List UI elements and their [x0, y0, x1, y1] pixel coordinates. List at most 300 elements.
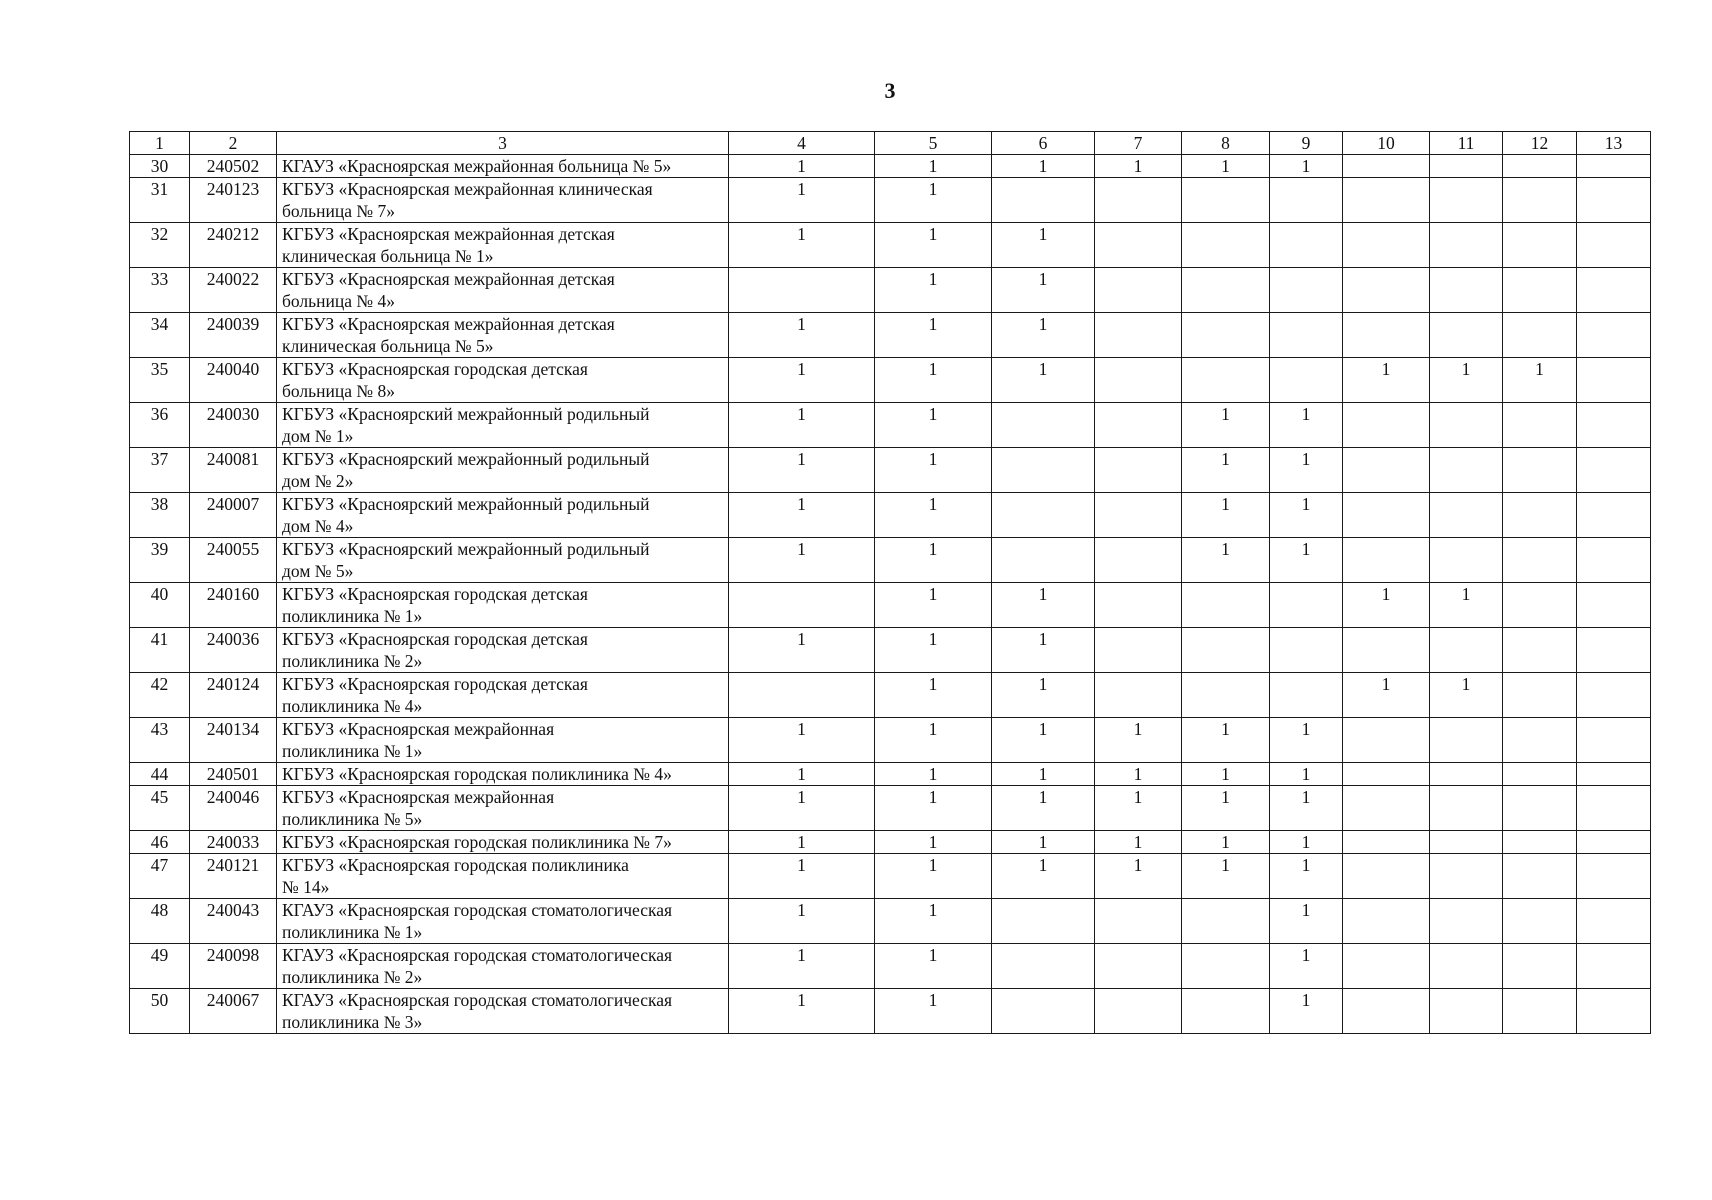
col9-cell	[1270, 178, 1343, 223]
col8-cell: 1	[1182, 448, 1270, 493]
col11-cell	[1430, 831, 1503, 854]
col9-cell: 1	[1270, 944, 1343, 989]
facility-name-line: больница № 8»	[282, 381, 395, 401]
facilities-table	[129, 131, 1651, 1034]
col12-cell	[1503, 583, 1577, 628]
row-number-cell: 41	[130, 628, 190, 673]
facility-name-line: КГБУЗ «Красноярская городская поликлиника	[282, 855, 629, 875]
facility-name-cell	[277, 358, 729, 403]
col5-cell: 1	[875, 831, 992, 854]
facility-name-line: № 14»	[282, 877, 330, 897]
facility-name-line: дом № 4»	[282, 516, 354, 536]
col11-cell: 1	[1430, 583, 1503, 628]
col10-cell	[1343, 223, 1430, 268]
facility-name-line: поликлиника № 1»	[282, 922, 423, 942]
col10-cell	[1343, 831, 1430, 854]
facility-name-line: поликлиника № 2»	[282, 651, 423, 671]
row-number-cell: 43	[130, 718, 190, 763]
col13-cell	[1577, 178, 1651, 223]
registry-code-cell: 240081	[190, 448, 277, 493]
facility-name-cell	[277, 718, 729, 763]
col12-cell	[1503, 763, 1577, 786]
col8-cell: 1	[1182, 763, 1270, 786]
col7-cell	[1095, 989, 1182, 1034]
col8-cell	[1182, 899, 1270, 944]
registry-code-cell: 240502	[190, 155, 277, 178]
facility-name-line: КГАУЗ «Красноярская городская стоматологическая	[282, 990, 673, 1010]
facility-name-line: КГБУЗ «Красноярская городская детская	[282, 584, 588, 604]
col9-cell: 1	[1270, 763, 1343, 786]
col10-cell: 1	[1343, 673, 1430, 718]
header-cell: 9	[1270, 132, 1343, 155]
facility-name-line: поликлиника № 1»	[282, 741, 423, 761]
col8-cell	[1182, 944, 1270, 989]
col10-cell	[1343, 718, 1430, 763]
facility-name-line: дом № 1»	[282, 426, 354, 446]
col6-cell	[992, 178, 1095, 223]
col9-cell	[1270, 583, 1343, 628]
header-cell: 6	[992, 132, 1095, 155]
col10-cell	[1343, 786, 1430, 831]
table-body	[130, 132, 1651, 1034]
registry-code-cell: 240123	[190, 178, 277, 223]
facility-name-line: КГАУЗ «Красноярская городская стоматологическая	[282, 945, 673, 965]
row-number-cell: 34	[130, 313, 190, 358]
col11-cell	[1430, 178, 1503, 223]
col8-cell	[1182, 223, 1270, 268]
table-row	[130, 155, 1651, 178]
row-number-cell: 44	[130, 763, 190, 786]
col8-cell	[1182, 628, 1270, 673]
table-row	[130, 944, 1651, 989]
col8-cell	[1182, 313, 1270, 358]
page-number: 3	[884, 78, 896, 103]
col6-cell: 1	[992, 718, 1095, 763]
col11-cell	[1430, 628, 1503, 673]
col12-cell	[1503, 854, 1577, 899]
col5-cell: 1	[875, 223, 992, 268]
row-number-cell: 37	[130, 448, 190, 493]
row-number-cell: 45	[130, 786, 190, 831]
registry-code-cell: 240134	[190, 718, 277, 763]
registry-code-cell: 240007	[190, 493, 277, 538]
facility-name-line: поликлиника № 1»	[282, 606, 423, 626]
col7-cell	[1095, 358, 1182, 403]
table-row	[130, 628, 1651, 673]
col13-cell	[1577, 673, 1651, 718]
col10-cell	[1343, 403, 1430, 448]
facility-name-line: поликлиника № 4»	[282, 696, 423, 716]
col9-cell	[1270, 628, 1343, 673]
col9-cell: 1	[1270, 448, 1343, 493]
facility-name-line: КГБУЗ «Красноярская межрайонная клиническая	[282, 179, 653, 199]
col8-cell	[1182, 358, 1270, 403]
col6-cell: 1	[992, 155, 1095, 178]
col6-cell	[992, 899, 1095, 944]
col12-cell	[1503, 313, 1577, 358]
column-number-row	[130, 132, 1651, 155]
col10-cell	[1343, 899, 1430, 944]
col7-cell: 1	[1095, 763, 1182, 786]
registry-code-cell: 240501	[190, 763, 277, 786]
facility-name-line: поликлиника № 5»	[282, 809, 423, 829]
col4-cell: 1	[729, 989, 875, 1034]
table-row	[130, 403, 1651, 448]
facility-name-cell	[277, 268, 729, 313]
col6-cell: 1	[992, 763, 1095, 786]
col9-cell: 1	[1270, 718, 1343, 763]
col9-cell: 1	[1270, 831, 1343, 854]
table-row	[130, 673, 1651, 718]
header-cell: 8	[1182, 132, 1270, 155]
col13-cell	[1577, 493, 1651, 538]
header-cell: 5	[875, 132, 992, 155]
col10-cell	[1343, 313, 1430, 358]
row-number-cell: 31	[130, 178, 190, 223]
col5-cell: 1	[875, 448, 992, 493]
facility-name-cell	[277, 178, 729, 223]
facility-name-line: КГАУЗ «Красноярская городская стоматологическая	[282, 900, 673, 920]
col12-cell	[1503, 989, 1577, 1034]
col4-cell: 1	[729, 899, 875, 944]
col11-cell	[1430, 899, 1503, 944]
col11-cell	[1430, 493, 1503, 538]
col8-cell	[1182, 989, 1270, 1034]
col9-cell: 1	[1270, 538, 1343, 583]
col5-cell: 1	[875, 854, 992, 899]
col12-cell	[1503, 223, 1577, 268]
registry-code-cell: 240022	[190, 268, 277, 313]
col6-cell	[992, 944, 1095, 989]
registry-code-cell: 240043	[190, 899, 277, 944]
col5-cell: 1	[875, 763, 992, 786]
col7-cell	[1095, 268, 1182, 313]
registry-code-cell: 240055	[190, 538, 277, 583]
col13-cell	[1577, 831, 1651, 854]
registry-code-cell: 240046	[190, 786, 277, 831]
col7-cell	[1095, 899, 1182, 944]
col8-cell: 1	[1182, 718, 1270, 763]
col8-cell	[1182, 268, 1270, 313]
col4-cell	[729, 583, 875, 628]
col6-cell: 1	[992, 628, 1095, 673]
col8-cell: 1	[1182, 493, 1270, 538]
col12-cell	[1503, 493, 1577, 538]
col8-cell	[1182, 178, 1270, 223]
col6-cell: 1	[992, 358, 1095, 403]
col4-cell: 1	[729, 223, 875, 268]
row-number-cell: 46	[130, 831, 190, 854]
col10-cell: 1	[1343, 583, 1430, 628]
facility-name-line: КГБУЗ «Красноярская межрайонная	[282, 787, 555, 807]
col6-cell: 1	[992, 854, 1095, 899]
col4-cell: 1	[729, 448, 875, 493]
col10-cell	[1343, 448, 1430, 493]
col9-cell: 1	[1270, 854, 1343, 899]
col9-cell: 1	[1270, 899, 1343, 944]
col5-cell: 1	[875, 178, 992, 223]
header-cell: 2	[190, 132, 277, 155]
col9-cell: 1	[1270, 493, 1343, 538]
col7-cell: 1	[1095, 854, 1182, 899]
table-row	[130, 763, 1651, 786]
col6-cell: 1	[992, 268, 1095, 313]
col9-cell	[1270, 358, 1343, 403]
col13-cell	[1577, 155, 1651, 178]
col7-cell: 1	[1095, 718, 1182, 763]
col6-cell: 1	[992, 223, 1095, 268]
col11-cell	[1430, 155, 1503, 178]
facility-name-cell	[277, 673, 729, 718]
col7-cell	[1095, 178, 1182, 223]
table-row	[130, 786, 1651, 831]
row-number-cell: 42	[130, 673, 190, 718]
col4-cell: 1	[729, 831, 875, 854]
col13-cell	[1577, 313, 1651, 358]
col6-cell: 1	[992, 831, 1095, 854]
row-number-cell: 39	[130, 538, 190, 583]
facility-name-cell	[277, 583, 729, 628]
col13-cell	[1577, 358, 1651, 403]
table-row	[130, 718, 1651, 763]
row-number-cell: 47	[130, 854, 190, 899]
facility-name-line: КГБУЗ «Красноярская городская детская	[282, 359, 588, 379]
table-row	[130, 313, 1651, 358]
col9-cell	[1270, 313, 1343, 358]
col11-cell: 1	[1430, 358, 1503, 403]
col13-cell	[1577, 403, 1651, 448]
col9-cell	[1270, 223, 1343, 268]
table-row	[130, 493, 1651, 538]
table-row	[130, 358, 1651, 403]
facility-name-line: поликлиника № 3»	[282, 1012, 423, 1032]
col4-cell: 1	[729, 493, 875, 538]
facility-name-cell	[277, 538, 729, 583]
col4-cell: 1	[729, 786, 875, 831]
col11-cell	[1430, 786, 1503, 831]
facility-name-cell	[277, 831, 729, 854]
col11-cell: 1	[1430, 673, 1503, 718]
col12-cell	[1503, 944, 1577, 989]
col10-cell	[1343, 538, 1430, 583]
col10-cell	[1343, 268, 1430, 313]
col6-cell	[992, 538, 1095, 583]
col12-cell: 1	[1503, 358, 1577, 403]
col7-cell	[1095, 223, 1182, 268]
registry-code-cell: 240040	[190, 358, 277, 403]
registry-code-cell: 240212	[190, 223, 277, 268]
facility-name-line: КГБУЗ «Красноярская городская поликлиника № 4»	[282, 764, 672, 784]
col9-cell	[1270, 673, 1343, 718]
col4-cell: 1	[729, 718, 875, 763]
col13-cell	[1577, 268, 1651, 313]
col7-cell: 1	[1095, 786, 1182, 831]
facility-name-line: КГБУЗ «Красноярская межрайонная детская	[282, 269, 615, 289]
registry-code-cell: 240030	[190, 403, 277, 448]
facility-name-line: поликлиника № 2»	[282, 967, 423, 987]
col8-cell: 1	[1182, 155, 1270, 178]
col4-cell: 1	[729, 763, 875, 786]
col5-cell: 1	[875, 628, 992, 673]
col5-cell: 1	[875, 313, 992, 358]
col11-cell	[1430, 989, 1503, 1034]
col5-cell: 1	[875, 673, 992, 718]
facility-name-cell	[277, 854, 729, 899]
col4-cell: 1	[729, 358, 875, 403]
col4-cell: 1	[729, 313, 875, 358]
col10-cell	[1343, 763, 1430, 786]
header-cell: 11	[1430, 132, 1503, 155]
col4-cell: 1	[729, 155, 875, 178]
facility-name-cell	[277, 628, 729, 673]
registry-code-cell: 240124	[190, 673, 277, 718]
registry-code-cell: 240160	[190, 583, 277, 628]
col11-cell	[1430, 448, 1503, 493]
col12-cell	[1503, 178, 1577, 223]
facility-name-cell	[277, 403, 729, 448]
facility-name-line: КГБУЗ «Красноярская межрайонная детская	[282, 224, 615, 244]
col8-cell	[1182, 673, 1270, 718]
col5-cell: 1	[875, 583, 992, 628]
col6-cell	[992, 403, 1095, 448]
col5-cell: 1	[875, 899, 992, 944]
header-cell: 4	[729, 132, 875, 155]
col10-cell	[1343, 944, 1430, 989]
facility-name-line: КГБУЗ «Красноярская межрайонная	[282, 719, 555, 739]
header-cell: 10	[1343, 132, 1430, 155]
col12-cell	[1503, 448, 1577, 493]
facility-name-line: КГБУЗ «Красноярская городская детская	[282, 629, 588, 649]
col5-cell: 1	[875, 403, 992, 448]
col13-cell	[1577, 854, 1651, 899]
row-number-cell: 36	[130, 403, 190, 448]
col13-cell	[1577, 763, 1651, 786]
facility-name-line: КГБУЗ «Красноярская городская детская	[282, 674, 588, 694]
col4-cell: 1	[729, 538, 875, 583]
col4-cell: 1	[729, 944, 875, 989]
header-cell: 12	[1503, 132, 1577, 155]
registry-code-cell: 240121	[190, 854, 277, 899]
table-row	[130, 178, 1651, 223]
col8-cell	[1182, 583, 1270, 628]
col12-cell	[1503, 831, 1577, 854]
facility-name-line: КГБУЗ «Красноярский межрайонный родильный	[282, 449, 650, 469]
col4-cell	[729, 673, 875, 718]
col10-cell: 1	[1343, 358, 1430, 403]
col6-cell: 1	[992, 786, 1095, 831]
table-row	[130, 223, 1651, 268]
col13-cell	[1577, 944, 1651, 989]
facility-name-cell	[277, 493, 729, 538]
row-number-cell: 48	[130, 899, 190, 944]
col11-cell	[1430, 763, 1503, 786]
registry-code-cell: 240036	[190, 628, 277, 673]
table-row	[130, 583, 1651, 628]
row-number-cell: 50	[130, 989, 190, 1034]
col8-cell: 1	[1182, 854, 1270, 899]
col4-cell: 1	[729, 628, 875, 673]
col8-cell: 1	[1182, 786, 1270, 831]
col11-cell	[1430, 854, 1503, 899]
table-row	[130, 989, 1651, 1034]
facility-name-line: клиническая больница № 1»	[282, 246, 494, 266]
facility-name-line: дом № 2»	[282, 471, 354, 491]
row-number-cell: 32	[130, 223, 190, 268]
col7-cell: 1	[1095, 155, 1182, 178]
col13-cell	[1577, 786, 1651, 831]
col10-cell	[1343, 178, 1430, 223]
col9-cell: 1	[1270, 989, 1343, 1034]
facility-name-line: КГБУЗ «Красноярский межрайонный родильный	[282, 494, 650, 514]
col8-cell: 1	[1182, 538, 1270, 583]
col13-cell	[1577, 583, 1651, 628]
registry-code-cell: 240067	[190, 989, 277, 1034]
table-row	[130, 448, 1651, 493]
row-number-cell: 30	[130, 155, 190, 178]
col4-cell: 1	[729, 178, 875, 223]
col13-cell	[1577, 718, 1651, 763]
col7-cell: 1	[1095, 831, 1182, 854]
col11-cell	[1430, 944, 1503, 989]
col7-cell	[1095, 313, 1182, 358]
col12-cell	[1503, 403, 1577, 448]
col7-cell	[1095, 673, 1182, 718]
col5-cell: 1	[875, 944, 992, 989]
facility-name-line: больница № 7»	[282, 201, 395, 221]
facility-name-cell	[277, 223, 729, 268]
col11-cell	[1430, 268, 1503, 313]
header-cell: 13	[1577, 132, 1651, 155]
facility-name-line: клиническая больница № 5»	[282, 336, 494, 356]
col6-cell: 1	[992, 583, 1095, 628]
facility-name-cell	[277, 989, 729, 1034]
col6-cell	[992, 493, 1095, 538]
table-row	[130, 899, 1651, 944]
col7-cell	[1095, 538, 1182, 583]
col12-cell	[1503, 268, 1577, 313]
facility-name-line: больница № 4»	[282, 291, 395, 311]
col8-cell: 1	[1182, 403, 1270, 448]
facility-name-cell	[277, 899, 729, 944]
col10-cell	[1343, 854, 1430, 899]
col6-cell	[992, 448, 1095, 493]
col6-cell	[992, 989, 1095, 1034]
row-number-cell: 33	[130, 268, 190, 313]
col12-cell	[1503, 899, 1577, 944]
col12-cell	[1503, 786, 1577, 831]
col10-cell	[1343, 628, 1430, 673]
col12-cell	[1503, 673, 1577, 718]
col11-cell	[1430, 538, 1503, 583]
col11-cell	[1430, 403, 1503, 448]
col6-cell: 1	[992, 313, 1095, 358]
header-cell: 3	[277, 132, 729, 155]
col12-cell	[1503, 718, 1577, 763]
facility-name-cell	[277, 313, 729, 358]
col8-cell: 1	[1182, 831, 1270, 854]
col5-cell: 1	[875, 989, 992, 1034]
col13-cell	[1577, 448, 1651, 493]
col13-cell	[1577, 989, 1651, 1034]
row-number-cell: 35	[130, 358, 190, 403]
col11-cell	[1430, 718, 1503, 763]
table-row	[130, 831, 1651, 854]
col10-cell	[1343, 155, 1430, 178]
col9-cell: 1	[1270, 403, 1343, 448]
col6-cell: 1	[992, 673, 1095, 718]
col5-cell: 1	[875, 268, 992, 313]
facility-name-line: дом № 5»	[282, 561, 354, 581]
